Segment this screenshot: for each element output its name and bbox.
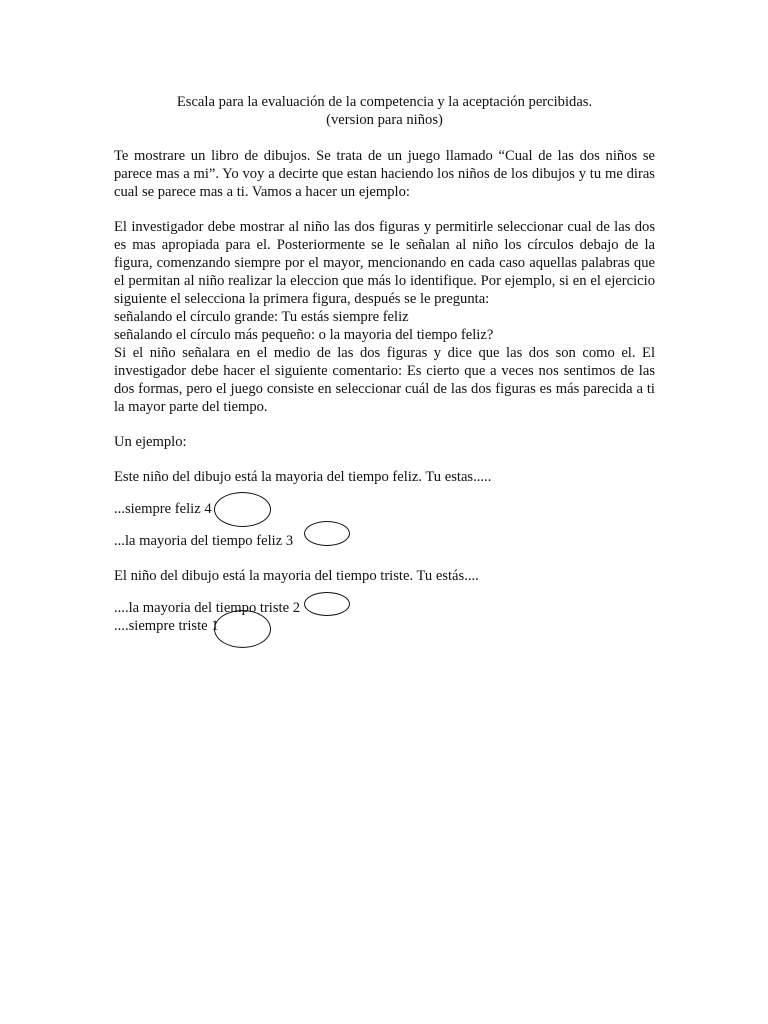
large-circle-always-sad[interactable] [214, 610, 271, 648]
large-circle-always-happy[interactable] [214, 492, 271, 527]
document-title [114, 93, 655, 129]
sad-prompt: El niño del dibujo está la mayoria del tiempo triste. Tu estás.... [114, 568, 479, 584]
document-page [114, 93, 655, 635]
pointing-big-circle-line: señalando el círculo grande: Tu estás siempre feliz [114, 309, 409, 325]
example-heading: Un ejemplo: [114, 434, 187, 450]
answer-mostly-happy-label: ...la mayoria del tiempo feliz 3 [114, 533, 294, 549]
small-circle-mostly-happy[interactable] [304, 521, 350, 546]
title-line-2: (version para niños) [326, 112, 443, 128]
answer-always-sad-label: ....siempre triste 1 [114, 618, 219, 634]
pointing-small-circle-line: señalando el círculo más pequeño: o la mayoria del tiempo feliz? [114, 327, 494, 343]
instructions-paragraph: El investigador debe mostrar al niño las dos figuras y permitirle seleccionar cual de las dos es mas apropiada para el. Posteriormente se le señalan al niño los círculos debajo de la figura, comenzando siempre por el mayor, mencionando en cada caso aquellas palabras que el permitan al niño realizar la eleccion que más lo identifique. Por ejemplo, si en el ejercicio siguiente el selecciona la primera figura, después se le pregunta: [114, 219, 655, 307]
answer-mostly-happy [114, 532, 655, 550]
answer-always-happy-label: ...siempre feliz 4 [114, 501, 212, 517]
title-line-1: Escala para la evaluación de la competencia y la aceptación percibidas. [176, 94, 593, 110]
answer-mostly-sad [114, 599, 655, 617]
middle-case-paragraph: Si el niño señalara en el medio de las dos figuras y dice que las dos son como el. El investigador debe hacer el siguiente comentario: Es cierto que a veces nos sentimos de las dos formas, pero el juego consiste en seleccionar cuál de las dos figuras es más parecida a ti la mayor parte del tiempo. [114, 345, 655, 415]
small-circle-mostly-sad[interactable] [304, 592, 350, 616]
happy-prompt: Este niño del dibujo está la mayoria del tiempo feliz. Tu estas..... [114, 469, 492, 485]
intro-paragraph: Te mostrare un libro de dibujos. Se trata de un juego llamado “Cual de las dos niños se parece mas a mi”. Yo voy a decirte que estan haciendo los niños de los dibujos y tu me diras cual se parece mas a ti. Vamos a hacer un ejemplo: [114, 148, 655, 200]
answer-always-happy [114, 500, 655, 518]
answer-always-sad [114, 617, 655, 635]
answer-mostly-sad-label: ....la mayoria del tiempo triste 2 [114, 600, 301, 616]
